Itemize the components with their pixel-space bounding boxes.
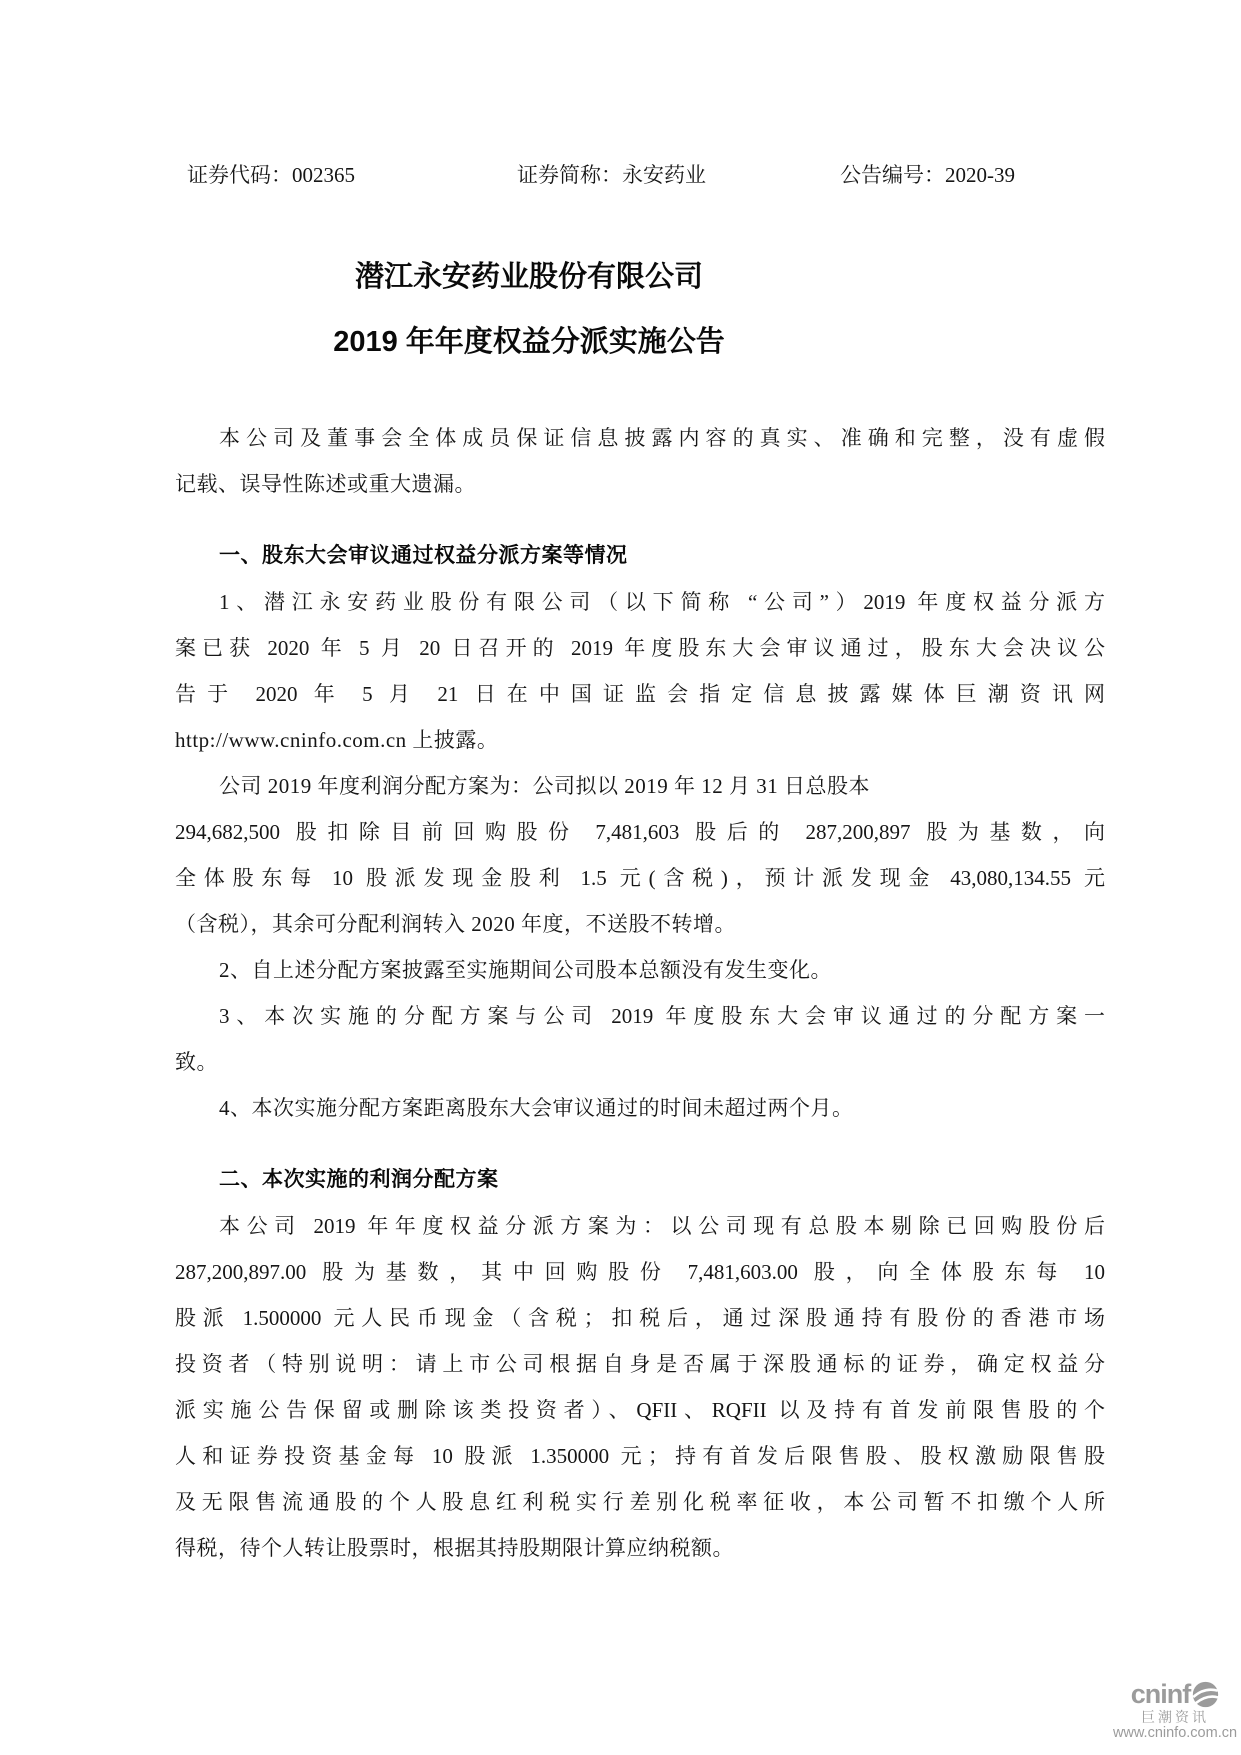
doc-line: 294,682,500 股扣除目前回购股份 7,481,603 股后的 287,200,897 股为基数，向 [175, 820, 1105, 844]
doc-line: 3、本次实施的分配方案与公司 2019 年度股东大会审议通过的分配方案一 [219, 1004, 1105, 1028]
cninfo-logo-text: cninf [1130, 1679, 1191, 1709]
doc-line: 4、本次实施分配方案距离股东大会审议通过的时间未超过两个月。 [219, 1096, 854, 1120]
doc-line: 一、股东大会审议通过权益分派方案等情况 [219, 544, 628, 567]
doc-line: 人和证券投资基金每 10 股派 1.350000 元；持有首发后限售股、股权激励限售股 [175, 1444, 1105, 1468]
announcement-title: 2019 年年度权益分派实施公告 [333, 326, 725, 358]
doc-line: 1、潜江永安药业股份有限公司（以下简称 “公司”）2019 年度权益分派方 [219, 590, 1105, 614]
doc-line: 本公司及董事会全体成员保证信息披露内容的真实、准确和完整，没有虚假 [219, 426, 1105, 450]
doc-line: 案已获 2020 年 5 月 20 日召开的 2019 年度股东大会审议通过，股东大会决议公 [175, 636, 1105, 660]
cninfo-logo [1112, 1680, 1238, 1741]
paragraph [175, 1203, 1105, 1571]
stock-code: 证券代码：002365 [187, 163, 355, 187]
cninfo-chinese-name: 巨潮资讯 [1141, 1709, 1209, 1725]
globe-icon [1192, 1681, 1219, 1708]
doc-line: （含税），其余可分配利润转入 2020 年度，不送股不转增。 [175, 912, 736, 936]
doc-line: 2、自上述分配方案披露至实施期间公司股本总额没有发生变化。 [219, 958, 832, 982]
section-heading [175, 533, 1105, 579]
document-meta-row [0, 158, 1241, 192]
cninfo-url: www.cninfo.com.cn [1112, 1725, 1238, 1741]
cninfo-logo-row [1131, 1680, 1220, 1708]
doc-line: http://www.cninfo.com.cn 上披露。 [175, 728, 499, 752]
doc-line: 公司 2019 年度利润分配方案为：公司拟以 2019 年 12 月 31 日总股本 [219, 774, 870, 798]
doc-line: 二、本次实施的利润分配方案 [219, 1168, 499, 1191]
paragraph [175, 947, 1105, 993]
announcement-number: 公告编号：2020-39 [840, 163, 1015, 187]
doc-line: 及无限售流通股的个人股息红利税实行差别化税率征收，本公司暂不扣缴个人所 [175, 1490, 1105, 1514]
paragraph [175, 415, 1105, 507]
doc-line: 派实施公告保留或删除该类投资者）、QFII、RQFII 以及持有首发前限售股的个 [175, 1398, 1105, 1422]
company-title: 潜江永安药业股份有限公司 [354, 261, 703, 293]
doc-line: 287,200,897.00 股为基数，其中回购股份 7,481,603.00 股，向全体股东每 10 [175, 1260, 1105, 1284]
doc-line: 股派 1.500000 元人民币现金（含税；扣税后，通过深股通持有股份的香港市场 [175, 1306, 1105, 1330]
paragraph [175, 1085, 1105, 1131]
doc-line: 投资者（特别说明：请上市公司根据自身是否属于深股通标的证券，确定权益分 [175, 1352, 1105, 1376]
document-body [175, 415, 1105, 1571]
paragraph [175, 763, 1105, 947]
doc-line: 得税，待个人转让股票时，根据其持股期限计算应纳税额。 [175, 1536, 734, 1560]
stock-short-name: 证券简称：永安药业 [517, 163, 706, 187]
doc-line: 记载、误导性陈述或重大遗漏。 [175, 472, 476, 496]
section-heading [175, 1157, 1105, 1203]
paragraph [175, 579, 1105, 763]
doc-line: 致。 [175, 1050, 218, 1074]
paragraph [175, 993, 1105, 1085]
doc-line: 本公司 2019 年年度权益分派方案为：以公司现有总股本剔除已回购股份后 [219, 1214, 1105, 1238]
doc-line: 告于 2020 年 5 月 21 日在中国证监会指定信息披露媒体巨潮资讯网 [175, 682, 1105, 706]
doc-line: 全体股东每 10 股派发现金股利 1.5 元(含税)，预计派发现金 43,080,134.55 元 [175, 866, 1105, 890]
